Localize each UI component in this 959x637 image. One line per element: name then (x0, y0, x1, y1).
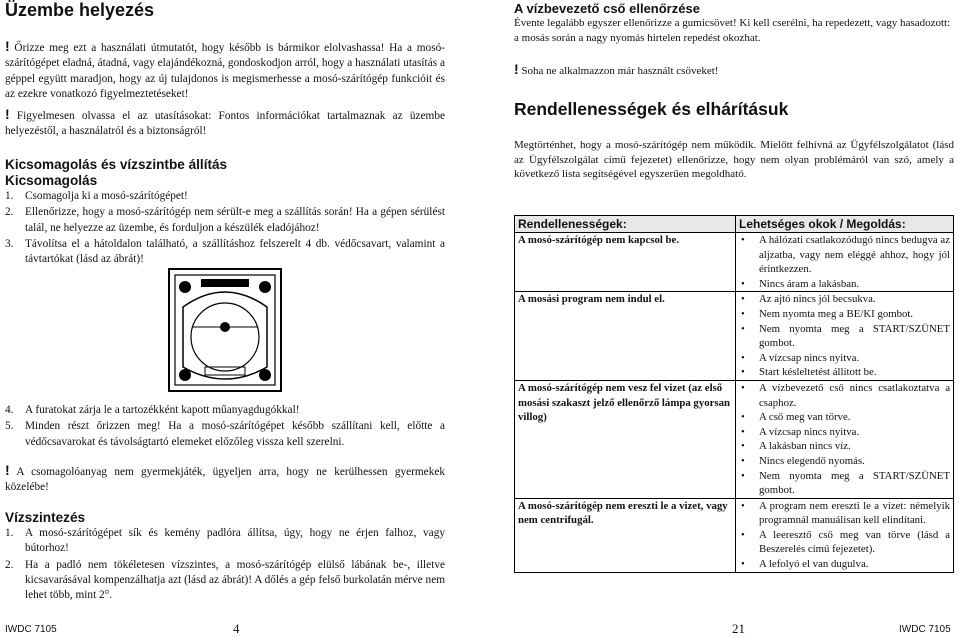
list-item: • Nincs áram a lakásban. (739, 277, 950, 292)
page-title: Üzembe helyezés (5, 0, 155, 20)
fault-cell: A mosó-szárítógép nem ereszti le a vizet, vagy nem centrifugál. (515, 498, 736, 572)
hose-check-text: Évente legalább egyszer ellenőrizze a gumicsövet! Ki kell cserélni, ha repedezett, vagy hasadozott: a mosás során a nagy nyomás hirtelen repedést okozhat. (514, 17, 951, 44)
hose-warning-text: Soha ne alkalmazzon már használt csöveket! (521, 65, 719, 77)
list-item: 1. Csomagolja ki a mosó-szárítógépet! (5, 190, 188, 202)
list-item: • Az ajtó nincs jól becsukva. (739, 292, 950, 307)
list-item: • A lakásban nincs víz. (739, 439, 950, 454)
steps-list-c (5, 526, 445, 603)
fault-cell: A mosó-szárítógép nem kapcsol be. (515, 233, 736, 292)
list-item: • A leeresztő cső meg van törve (lásd a Beszerelés című fejezetet). (739, 528, 950, 557)
list-item: • A lefolyó el van dugulva. (739, 557, 950, 572)
safety-text: Figyelmesen olvassa el az utasításokat: Fontos információkat tartalmaznak az üzembe helyezéstől, a használatról és a biztonságról! (5, 110, 445, 138)
footer-model: IWDC 7105 (5, 624, 57, 635)
cause-cell (736, 292, 954, 381)
washer-back-illustration (165, 267, 285, 395)
steps-list-b (5, 403, 445, 450)
list-item: • A vízcsap nincs nyitva. (739, 351, 950, 366)
section-title-leveling: Vízszintezés (5, 510, 86, 525)
intro-text: Őrizze meg ezt a használati útmutatót, hogy később is bármikor elolvashassa! Ha a mosó-szárítógépet eladná, átadná, vagy elajándékozná, gondoskodjon arról, hogy a használati utasítás a géppel együtt maradjon, hogy az új tulajdonos is megismerhesse a mosó-szárítógép funkcióit és az ezekre vonatkozó figyelmeztetéseket! (5, 42, 445, 100)
list-item: • A vízcsap nincs nyitva. (739, 425, 950, 440)
list-item: • Nem nyomta meg a START/SZÜNET gombot. (739, 469, 950, 498)
warning-mark: ! (5, 106, 10, 122)
intro-paragraph (5, 39, 445, 102)
table-row (515, 380, 954, 498)
list-item: • Start késleltetést állított be. (739, 365, 950, 380)
list-item: • A program nem ereszti le a vizet: némelyik programnál manuálisan kell elindítani. (739, 499, 950, 528)
steps-list-a (5, 189, 445, 267)
cause-cell (736, 380, 954, 498)
cause-cell (736, 233, 954, 292)
troubleshooting-intro: Megtörténhet, hogy a mosó-szárítógép nem működik. Mielőtt felhívná az Ügyfélszolgálatot (lásd az Ügyfélszolgálat című fejezetet) ellenőrizze, hogy nem olyan problémáról van szó, amely a következő lista segítségével egyszerűen megoldható. (514, 139, 954, 180)
table-row (515, 292, 954, 381)
troubleshooting-table (514, 215, 954, 573)
packaging-warning-text: A csomagolóanyag nem gyermekjáték, ügyeljen arra, hogy ne kerülhessen gyermekek közelébe! (5, 466, 446, 494)
warning-mark: ! (514, 61, 519, 77)
page-number: 4 (233, 621, 240, 636)
section-subtitle-unpacking: Kicsomagolás (5, 173, 98, 188)
list-item: 3. Távolítsa el a hátoldalon található, a szállításhoz felszerelt 4 db. védőcsavart, valamint a távtartókat (lásd az ábrát)! (5, 237, 445, 266)
table-header-fault: Rendellenességek: (515, 216, 736, 233)
table-row (515, 233, 954, 292)
page-number: 21 (732, 621, 745, 636)
list-item: 1. A mosó-szárítógépet sík és kemény padlóra állítsa, úgy, hogy ne érjen falhoz, vagy bútorhoz! (5, 527, 445, 555)
list-item: • A vízbevezető cső nincs csatlakoztatva a csaphoz. (739, 381, 950, 410)
warning-mark: ! (5, 462, 10, 478)
list-item: • Nem nyomta meg a BE/KI gombot. (739, 307, 950, 322)
hose-warning (514, 62, 954, 79)
footer-model: IWDC 7105 (899, 624, 951, 635)
list-item: • Nincs elegendő nyomás. (739, 454, 950, 469)
list-item: 4. A furatokat zárja le a tartozékként kapott műanyagdugókkal! (5, 404, 300, 416)
safety-paragraph (5, 107, 445, 140)
list-item: • A hálózati csatlakozódugó nincs bedugva az aljzatba, vagy nem eléggé ahhoz, hogy jól érintkezzen. (739, 233, 950, 277)
section-title-unpacking: Kicsomagolás és vízszintbe állítás (5, 157, 228, 172)
list-item: 5. Minden részt őrizzen meg! Ha a mosó-szárítógépet később szállítani kell, előtte a védőcsavarokat és távolságtartó elemeket előzőleg vissza kell szerelni. (5, 420, 445, 448)
warning-mark: ! (5, 38, 10, 54)
table-row (515, 498, 954, 572)
cause-cell (736, 498, 954, 572)
list-item: • Nem nyomta meg a START/SZÜNET gombot. (739, 322, 950, 351)
table-header-row (515, 216, 954, 233)
packaging-warning (5, 463, 445, 496)
fault-cell: A mosási program nem indul el. (515, 292, 736, 381)
table-header-cause: Lehetséges okok / Megoldás: (736, 216, 954, 233)
list-item: • A cső meg van törve. (739, 410, 950, 425)
fault-cell: A mosó-szárítógép nem vesz fel vizet (az első mosási szakaszt jelző ellenőrző lámpa gyorsan villog) (515, 380, 736, 498)
list-item: 2. Ellenőrizze, hogy a mosó-szárítógép nem sérült-e meg a szállítás során! Ha a gépen sérülést talál, ne helyezze az üzembe, és forduljon a készülék eladójához! (5, 206, 445, 234)
hose-check-title: A vízbevezető cső ellenőrzése (514, 1, 700, 16)
troubleshooting-title: Rendellenességek és elhárításuk (514, 99, 789, 119)
list-item: 2. Ha a padló nem tökéletesen vízszintes, a mosó-szárítógép elülső lábának be-, illetve kicsavarásával kompenzálhatja azt (lásd az ábrát)! A dőlés a gép felső burkolatán mérve nem lehet több, mint 2°. (5, 558, 445, 602)
